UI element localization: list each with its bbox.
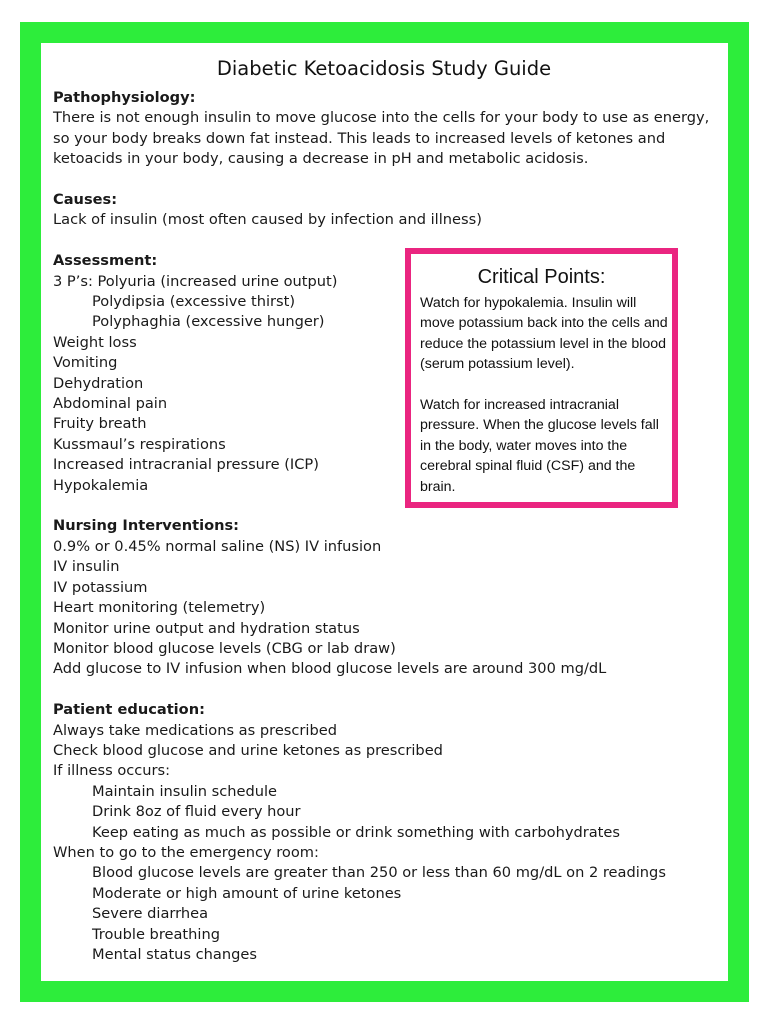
er-item: Severe diarrhea	[92, 905, 209, 923]
assessment-heading: Assessment:	[53, 252, 158, 270]
assessment-item: Vomiting	[53, 354, 118, 372]
pathophysiology-line: There is not enough insulin to move glucose into the cells for your body to use as energy,	[53, 109, 710, 127]
critical-point-paragraph: Watch for hypokalemia. Insulin will move potassium back into the cells and reduce the potassium level in the blood (serum potassium level).	[420, 295, 668, 373]
nursing-item: IV insulin	[53, 558, 120, 576]
page-title: Diabetic Ketoacidosis Study Guide	[216, 57, 552, 80]
assessment-item: Increased intracranial pressure (ICP)	[53, 456, 319, 474]
pathophysiology-line: so your body breaks down fat instead. This leads to increased levels of ketones and	[53, 129, 666, 147]
nursing-item: Add glucose to IV infusion when blood glucose levels are around 300 mg/dL	[53, 660, 607, 678]
nursing-item: Heart monitoring (telemetry)	[53, 599, 266, 617]
nursing-item: 0.9% or 0.45% normal saline (NS) IV infusion	[53, 537, 382, 555]
causes-heading: Causes:	[53, 191, 118, 209]
critical-points-title: Critical Points:	[477, 266, 606, 288]
critical-point-paragraph: Watch for increased intracranial pressure. When the glucose levels fall in the body, water moves into the cerebral spinal fluid (CSF) and the brain.	[420, 397, 659, 495]
pathophysiology-heading: Pathophysiology:	[53, 89, 196, 106]
pathophysiology-line: ketoacids in your body, causing a decrease in pH and metabolic acidosis.	[53, 150, 589, 168]
nursing-heading: Nursing Interventions:	[53, 517, 240, 535]
nursing-item: Monitor blood glucose levels (CBG or lab draw)	[53, 639, 396, 657]
three-ps-item: Polydipsia (excessive thirst)	[92, 293, 296, 311]
illness-label: If illness occurs:	[53, 762, 171, 780]
er-item: Moderate or high amount of urine ketones	[92, 884, 402, 902]
assessment-item: Fruity breath	[53, 415, 147, 433]
education-heading: Patient education:	[53, 701, 205, 719]
critical-points-body	[420, 293, 670, 497]
assessment-item: Weight loss	[53, 333, 137, 351]
illness-item: Maintain insulin schedule	[92, 782, 278, 800]
er-item: Mental status changes	[92, 946, 257, 963]
assessment-item: Hypokalemia	[53, 476, 149, 494]
assessment-item: Kussmaul’s respirations	[53, 435, 226, 453]
nursing-item: IV potassium	[53, 578, 148, 596]
three-ps-item: 3 P’s: Polyuria (increased urine output)	[53, 272, 338, 290]
three-ps-item: Polyphaghia (excessive hunger)	[92, 313, 325, 331]
er-label: When to go to the emergency room:	[53, 843, 319, 861]
causes-text: Lack of insulin (most often caused by infection and illness)	[53, 211, 482, 229]
er-item: Blood glucose levels are greater than 250 or less than 60 mg/dL on 2 readings	[92, 864, 666, 882]
three-ps-prefix: 3 P’s:	[53, 272, 98, 290]
critical-points-box	[405, 248, 678, 508]
education-item: Check blood glucose and urine ketones as prescribed	[53, 741, 443, 759]
assessment-item: Dehydration	[53, 374, 144, 392]
illness-item: Drink 8oz of fluid every hour	[92, 803, 301, 821]
study-guide-content	[53, 88, 713, 965]
assessment-item: Abdominal pain	[53, 395, 168, 413]
illness-item: Keep eating as much as possible or drink something with carbohydrates	[92, 823, 620, 841]
er-item: Trouble breathing	[92, 925, 220, 943]
education-item: Always take medications as prescribed	[53, 721, 337, 739]
nursing-item: Monitor urine output and hydration status	[53, 619, 360, 637]
